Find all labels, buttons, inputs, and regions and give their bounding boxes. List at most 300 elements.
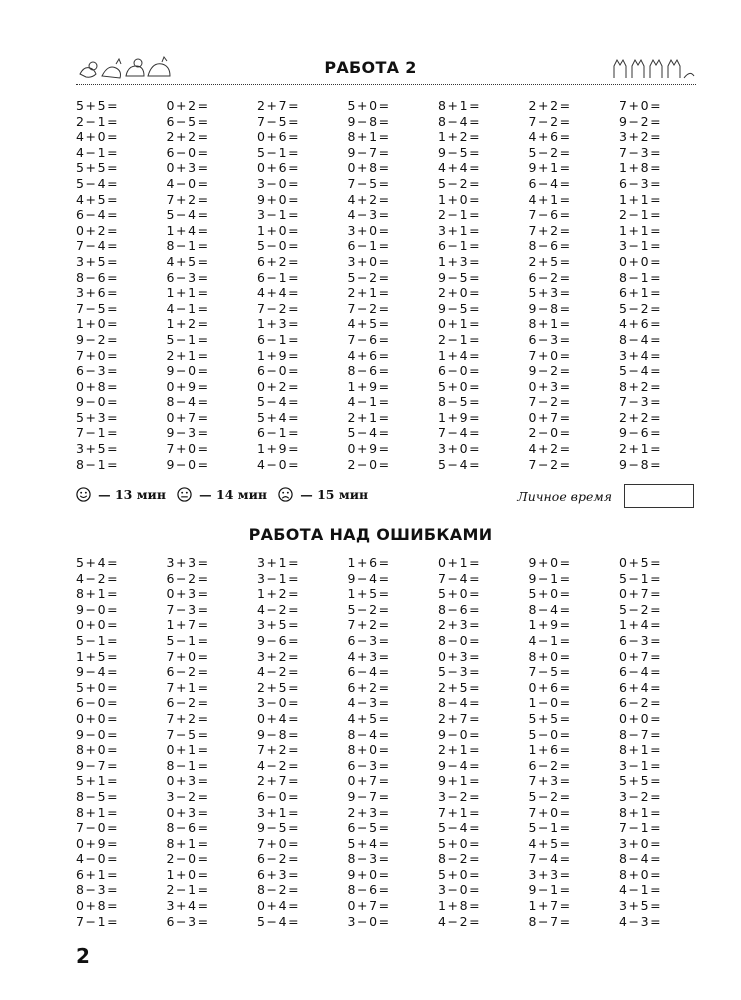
exercise-item: 1+7= (528, 898, 572, 914)
exercise-item: 5+0= (347, 98, 391, 113)
exercise-item: 5−1= (166, 632, 210, 648)
page-title: РАБОТА 2 (324, 58, 417, 77)
exercise-item: 3+0= (347, 222, 391, 238)
exercise-item: 2+2= (619, 409, 663, 425)
exercise-row (76, 804, 696, 820)
exercise-item: 6−2= (619, 695, 663, 711)
exercise-row (76, 222, 696, 238)
exercise-row (76, 616, 696, 632)
exercise-item: 2+5= (438, 679, 482, 695)
exercise-item: 9−5= (257, 820, 301, 836)
exercise-item: 0+4= (257, 710, 301, 726)
exercise-item: 5−4= (438, 820, 482, 836)
exercise-item: 1+1= (619, 191, 663, 207)
personal-time-box[interactable] (624, 484, 694, 508)
exercise-item: 0+3= (166, 586, 210, 602)
personal-time-label: Личное время (517, 489, 612, 504)
exercise-item: 3+2= (257, 648, 301, 664)
exercise-item: 0+7= (166, 409, 210, 425)
exercise-item: 5−2= (438, 175, 482, 191)
exercise-item: 9−8= (528, 300, 572, 316)
exercise-item: 7−4= (438, 425, 482, 441)
exercise-item: 6+3= (257, 866, 301, 882)
exercise-row (76, 710, 696, 726)
exercise-item: 1+7= (166, 617, 210, 633)
exercise-row (76, 679, 696, 695)
exercise-item: 6−3= (76, 363, 120, 379)
exercise-item: 5−1= (166, 331, 210, 347)
exercise-item: 3+1= (438, 222, 482, 238)
exercise-item: 9−7= (347, 144, 391, 160)
exercise-item: 7+1= (166, 679, 210, 695)
exercise-item: 2−1= (166, 882, 210, 898)
exercise-item: 1+0= (438, 191, 482, 207)
exercise-item: 6+1= (619, 285, 663, 301)
exercise-item: 0+4= (257, 898, 301, 914)
exercise-item: 0+6= (257, 129, 301, 145)
exercise-item: 9−4= (347, 570, 391, 586)
exercise-item: 1+2= (438, 129, 482, 145)
exercise-item: 2−1= (438, 331, 482, 347)
exercise-item: 6+4= (619, 679, 663, 695)
exercise-item: 8+1= (166, 835, 210, 851)
work-exercise-grid (76, 97, 696, 471)
exercise-row (76, 269, 696, 285)
exercise-row (76, 570, 696, 586)
exercise-row (76, 788, 696, 804)
exercise-item: 4+4= (257, 285, 301, 301)
exercise-item: 8−4= (438, 113, 482, 129)
exercise-item: 8−1= (619, 269, 663, 285)
exercise-item: 8−2= (438, 851, 482, 867)
good-time-label: — 13 мин (98, 487, 166, 502)
exercise-item: 0+8= (347, 160, 391, 176)
exercise-item: 9−0= (166, 363, 210, 379)
exercise-item: 1+4= (619, 617, 663, 633)
exercise-row (76, 897, 696, 913)
exercise-item: 5−1= (619, 570, 663, 586)
exercise-item: 2+7= (257, 773, 301, 789)
exercise-item: 5−2= (528, 144, 572, 160)
exercise-item: 8−6= (76, 269, 120, 285)
exercise-item: 9−0= (166, 456, 210, 472)
exercise-item: 3+0= (619, 835, 663, 851)
exercise-item: 1+9= (528, 617, 572, 633)
exercise-item: 7−3= (166, 601, 210, 617)
exercise-item: 7+0= (76, 347, 120, 363)
exercise-item: 0+2= (257, 378, 301, 394)
exercise-item: 3+4= (166, 898, 210, 914)
exercise-item: 7−1= (76, 425, 120, 441)
exercise-item: 0+8= (76, 898, 120, 914)
exercise-item: 8−0= (438, 632, 482, 648)
exercise-item: 1+8= (619, 160, 663, 176)
exercise-item: 5−4= (76, 175, 120, 191)
exercise-item: 8−4= (619, 331, 663, 347)
exercise-item: 5−0= (528, 726, 572, 742)
exercise-row (76, 866, 696, 882)
exercise-item: 6−4= (619, 664, 663, 680)
exercise-item: 8+0= (619, 866, 663, 882)
exercise-item: 8+0= (528, 648, 572, 664)
exercise-item: 9−2= (619, 113, 663, 129)
exercise-item: 6−2= (528, 269, 572, 285)
exercise-item: 7−2= (528, 394, 572, 410)
exercise-item: 1+5= (76, 648, 120, 664)
exercise-item: 3−2= (166, 788, 210, 804)
exercise-item: 9−3= (166, 425, 210, 441)
exercise-item: 3−1= (619, 238, 663, 254)
exercise-item: 8−4= (619, 851, 663, 867)
exercise-item: 0+2= (76, 222, 120, 238)
exercise-item: 7+0= (166, 441, 210, 457)
exercise-item: 6−3= (166, 913, 210, 929)
exercise-item: 4−3= (347, 695, 391, 711)
exercise-item: 7+3= (528, 773, 572, 789)
exercise-item: 5−2= (528, 788, 572, 804)
exercise-row (76, 378, 696, 394)
exercise-item: 4+6= (347, 347, 391, 363)
exercise-item: 3−0= (257, 695, 301, 711)
exercise-item: 1+0= (166, 866, 210, 882)
exercise-row (76, 424, 696, 440)
exercise-item: 0+7= (347, 898, 391, 914)
exercise-item: 4+5= (347, 710, 391, 726)
exercise-item: 3−2= (619, 788, 663, 804)
exercise-item: 4+4= (438, 160, 482, 176)
exercise-item: 9−6= (619, 425, 663, 441)
exercise-row (76, 835, 696, 851)
exercise-row (76, 663, 696, 679)
exercise-item: 7−1= (619, 820, 663, 836)
exercise-item: 5−3= (438, 664, 482, 680)
exercise-item: 5+4= (347, 835, 391, 851)
exercise-item: 7+0= (166, 648, 210, 664)
exercise-item: 9+1= (528, 160, 572, 176)
exercise-item: 3−1= (257, 570, 301, 586)
exercise-item: 6−5= (166, 113, 210, 129)
exercise-item: 4−0= (166, 175, 210, 191)
exercise-item: 3+4= (619, 347, 663, 363)
exercise-item: 9−4= (76, 664, 120, 680)
exercise-item: 2+5= (528, 253, 572, 269)
exercise-item: 2+2= (528, 98, 572, 113)
exercise-item: 5+0= (438, 866, 482, 882)
exercise-row (76, 772, 696, 788)
exercise-item: 5+0= (438, 835, 482, 851)
sad-face-icon (278, 487, 293, 502)
exercise-item: 3+0= (438, 441, 482, 457)
exercise-item: 4+2= (528, 441, 572, 457)
exercise-item: 1+9= (347, 378, 391, 394)
exercise-item: 4−1= (76, 144, 120, 160)
exercise-item: 7−2= (347, 300, 391, 316)
exercise-item: 6−1= (257, 425, 301, 441)
exercise-item: 5−1= (528, 820, 572, 836)
exercise-item: 7+2= (166, 710, 210, 726)
exercise-item: 4+1= (528, 191, 572, 207)
exercise-row (76, 648, 696, 664)
exercise-item: 5+0= (76, 679, 120, 695)
exercise-row (76, 175, 696, 191)
exercise-item: 5−2= (347, 269, 391, 285)
exercise-item: 3−1= (257, 207, 301, 223)
exercise-item: 9−5= (438, 269, 482, 285)
exercise-row (76, 206, 696, 222)
smiling-face-icon (76, 487, 91, 502)
exercise-item: 5−4= (166, 207, 210, 223)
exercise-row (76, 850, 696, 866)
exercise-row (76, 315, 696, 331)
exercise-row (76, 97, 696, 113)
exercise-row (76, 726, 696, 742)
exercise-item: 5−4= (257, 394, 301, 410)
exercise-item: 6−1= (438, 238, 482, 254)
exercise-item: 5−2= (619, 300, 663, 316)
exercise-item: 3+3= (528, 866, 572, 882)
exercise-item: 8+1= (347, 129, 391, 145)
exercise-item: 2+1= (166, 347, 210, 363)
exercise-item: 4−1= (166, 300, 210, 316)
exercise-item: 4+6= (528, 129, 572, 145)
exercise-item: 1+2= (257, 586, 301, 602)
exercise-item: 9+0= (257, 191, 301, 207)
exercise-item: 7−4= (528, 851, 572, 867)
exercise-item: 0+7= (619, 586, 663, 602)
exercise-row (76, 393, 696, 409)
exercise-item: 7−2= (257, 300, 301, 316)
exercise-item: 6−4= (76, 207, 120, 223)
errors-title: РАБОТА НАД ОШИБКАМИ (248, 525, 493, 544)
exercise-item: 1+0= (76, 316, 120, 332)
exercise-item: 8−4= (166, 394, 210, 410)
exercise-item: 6−3= (166, 269, 210, 285)
exercise-row (76, 284, 696, 300)
exercise-row (76, 159, 696, 175)
exercise-item: 8−2= (257, 882, 301, 898)
exercise-row (76, 300, 696, 316)
exercise-item: 7−5= (528, 664, 572, 680)
exercise-item: 6−3= (619, 632, 663, 648)
exercise-item: 0+6= (257, 160, 301, 176)
exercise-item: 4−2= (76, 570, 120, 586)
exercise-item: 5+5= (619, 773, 663, 789)
exercise-item: 1+4= (438, 347, 482, 363)
exercise-item: 4+0= (76, 129, 120, 145)
exercise-item: 9−5= (438, 300, 482, 316)
exercise-item: 0+8= (76, 378, 120, 394)
exercise-item: 7+2= (347, 617, 391, 633)
exercise-item: 8−4= (347, 726, 391, 742)
exercise-item: 3+2= (619, 129, 663, 145)
exercise-item: 5+0= (528, 586, 572, 602)
exercise-item: 1+6= (528, 742, 572, 758)
exercise-item: 7+1= (438, 804, 482, 820)
exercise-item: 5+3= (76, 409, 120, 425)
exercise-item: 9−0= (76, 726, 120, 742)
exercise-item: 5−0= (257, 238, 301, 254)
exercise-item: 8+2= (619, 378, 663, 394)
exercise-item: 7−3= (619, 394, 663, 410)
exercise-item: 1+1= (166, 285, 210, 301)
exercise-row (76, 585, 696, 601)
exercise-row (76, 144, 696, 160)
exercise-item: 1+0= (257, 222, 301, 238)
exercise-item: 8+1= (76, 804, 120, 820)
exercise-item: 2+5= (257, 679, 301, 695)
exercise-item: 8−7= (619, 726, 663, 742)
exercise-item: 8−6= (166, 820, 210, 836)
exercise-row (76, 128, 696, 144)
exercise-item: 0+3= (528, 378, 572, 394)
exercise-item: 7+0= (619, 98, 663, 113)
exercise-item: 8−6= (347, 363, 391, 379)
exercise-item: 0+1= (438, 316, 482, 332)
exercise-item: 8+1= (438, 98, 482, 113)
exercise-item: 4−3= (619, 913, 663, 929)
exercise-item: 2−1= (619, 207, 663, 223)
exercise-item: 9−1= (528, 882, 572, 898)
timing-row (76, 484, 696, 508)
exercise-item: 4−1= (528, 632, 572, 648)
exercise-item: 3+5= (619, 898, 663, 914)
exercise-item: 5−4= (347, 425, 391, 441)
exercise-item: 2−0= (528, 425, 572, 441)
exercise-row (76, 913, 696, 929)
exercise-item: 1+4= (166, 222, 210, 238)
exercise-item: 5+0= (438, 586, 482, 602)
exercise-item: 2−1= (438, 207, 482, 223)
exercise-item: 7−2= (528, 456, 572, 472)
exercise-item: 3−0= (347, 913, 391, 929)
exercise-item: 7+0= (528, 804, 572, 820)
exercise-item: 7−4= (76, 238, 120, 254)
exercise-item: 2+2= (166, 129, 210, 145)
exercise-item: 8−5= (438, 394, 482, 410)
exercise-row (76, 757, 696, 773)
exercise-item: 0+7= (619, 648, 663, 664)
exercise-item: 3−2= (438, 788, 482, 804)
exercise-item: 0+0= (76, 617, 120, 633)
exercise-item: 7−5= (76, 300, 120, 316)
exercise-item: 5+4= (76, 555, 120, 570)
exercise-item: 9−8= (619, 456, 663, 472)
exercise-item: 7−5= (257, 113, 301, 129)
exercise-item: 3−0= (257, 175, 301, 191)
exercise-item: 4−3= (347, 207, 391, 223)
exercise-item: 6−0= (438, 363, 482, 379)
exercise-item: 0+3= (166, 160, 210, 176)
exercise-item: 1+9= (438, 409, 482, 425)
exercise-item: 6−1= (257, 331, 301, 347)
exercise-item: 0+0= (76, 710, 120, 726)
exercise-item: 7−5= (347, 175, 391, 191)
exercise-item: 0+9= (76, 835, 120, 851)
exercise-item: 7+2= (166, 191, 210, 207)
exercise-row (76, 253, 696, 269)
exercise-row (76, 694, 696, 710)
exercise-item: 6−2= (166, 695, 210, 711)
exercise-item: 2−1= (76, 113, 120, 129)
exercise-item: 4−0= (76, 851, 120, 867)
exercise-item: 3+1= (257, 804, 301, 820)
exercise-item: 8−6= (347, 882, 391, 898)
exercise-row (76, 191, 696, 207)
exercise-item: 3+5= (76, 253, 120, 269)
exercise-item: 0+3= (166, 773, 210, 789)
exercise-item: 4+6= (619, 316, 663, 332)
exercise-item: 5−4= (438, 456, 482, 472)
exercise-item: 6−4= (528, 175, 572, 191)
exercise-item: 4−2= (257, 757, 301, 773)
exercise-item: 9+0= (347, 866, 391, 882)
exercise-item: 7−2= (528, 113, 572, 129)
exercise-item: 1+9= (257, 347, 301, 363)
exercise-item: 1+3= (257, 316, 301, 332)
exercise-item: 6−0= (76, 695, 120, 711)
exercise-item: 4−2= (257, 664, 301, 680)
exercise-row (76, 456, 696, 472)
exercise-item: 0+0= (619, 253, 663, 269)
exercise-row (76, 440, 696, 456)
exercise-item: 7−6= (347, 331, 391, 347)
exercise-item: 2+3= (347, 804, 391, 820)
exercise-item: 5−4= (257, 913, 301, 929)
exercise-row (76, 881, 696, 897)
exercise-item: 9−8= (347, 113, 391, 129)
exercise-item: 9−8= (257, 726, 301, 742)
exercise-item: 1−0= (528, 695, 572, 711)
exercise-item: 7−3= (619, 144, 663, 160)
exercise-item: 3−0= (438, 882, 482, 898)
exercise-item: 2+1= (347, 409, 391, 425)
exercise-item: 9−0= (438, 726, 482, 742)
exercise-item: 4−1= (619, 882, 663, 898)
exercise-item: 3+1= (257, 555, 301, 570)
exercise-row (76, 741, 696, 757)
exercise-item: 1+9= (257, 441, 301, 457)
exercise-item: 9+0= (528, 555, 572, 570)
exercise-item: 8+1= (76, 586, 120, 602)
neutral-face-icon (177, 487, 192, 502)
exercise-item: 0+1= (166, 742, 210, 758)
errors-exercise-grid (76, 554, 696, 928)
exercise-item: 8+0= (347, 742, 391, 758)
exercise-item: 4+5= (76, 191, 120, 207)
exercise-row (76, 237, 696, 253)
exercise-item: 2+1= (438, 742, 482, 758)
exercise-item: 2+7= (257, 98, 301, 113)
exercise-item: 5+5= (76, 98, 120, 113)
exercise-item: 9+1= (438, 773, 482, 789)
exercise-item: 6−3= (347, 757, 391, 773)
exercise-item: 9−0= (76, 601, 120, 617)
exercise-item: 7+0= (528, 347, 572, 363)
exercise-item: 8−6= (438, 601, 482, 617)
exercise-item: 6+2= (257, 253, 301, 269)
exercise-item: 8−3= (76, 882, 120, 898)
exercise-item: 4+5= (528, 835, 572, 851)
exercise-item: 7−0= (76, 820, 120, 836)
exercise-item: 8−4= (528, 601, 572, 617)
exercise-item: 4+2= (347, 191, 391, 207)
exercise-item: 0+3= (166, 804, 210, 820)
exercise-item: 6−0= (257, 788, 301, 804)
exercise-item: 9−6= (257, 632, 301, 648)
exercise-item: 6−2= (166, 664, 210, 680)
exercise-item: 8−5= (76, 788, 120, 804)
exercise-item: 2+0= (438, 285, 482, 301)
